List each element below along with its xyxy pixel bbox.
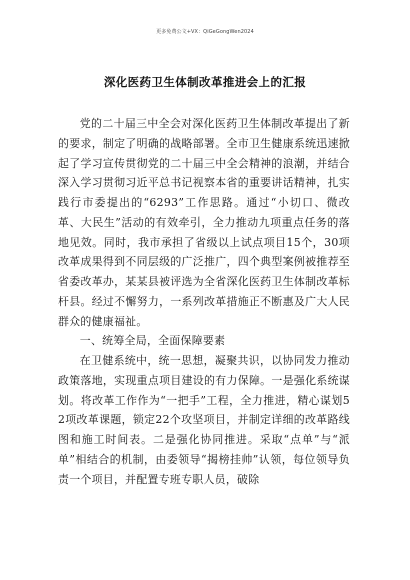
document-body [58,114,350,489]
section-heading-1: 一、统筹全局，全面保障要素 [79,334,226,348]
document-title: 深化医药卫生体制改革推进会上的汇报 [103,75,307,89]
header-note: 更多免费公文+VX：QiGeGongWen2024 [156,29,254,35]
intro-paragraph: 党的二十届三中全会对深化医药卫生体制改革提出了新的要求，制定了明确的战略部署。全市卫生健康系统迅速掀起了学习宣传贯彻党的二十届三中全会精神的浪潮，并结合深入学习贯彻习近平总书记视察本省的重要讲话精神，扎实践行市委提出的“6293”工作思路。通过“小切口、微改革、大民生”活动的有效牵引，全力推动九项重点任务的落地见效。同时，我市承担了省级以上试点项目15个，30项改革成果得到不同层级的广泛推广，四个典型案例被推荐至省委改革办，某某县被评选为全省深化医药卫生体制改革标杆县。经过不懈努力，一系列改革措施正不断惠及广大人民群众的健康福祉。 [58,117,350,328]
section-paragraph-1: 在卫健系统中，统一思想，凝聚共识，以协同发力推动政策落地，实现重点项目建设的有力保障。一是强化系统谋划。将改革工作作为“一把手”工程，全力推进，精心谋划52项改革课题，锁定22个攻坚项目，并制定详细的改革路线图和施工时间表。二是强化协同推进。采取“点单”与“派单”相结合的机制，由委领导“揭榜挂帅”认领，每位领导负责一个项目，并配置专班专职人员，破除 [58,354,350,486]
